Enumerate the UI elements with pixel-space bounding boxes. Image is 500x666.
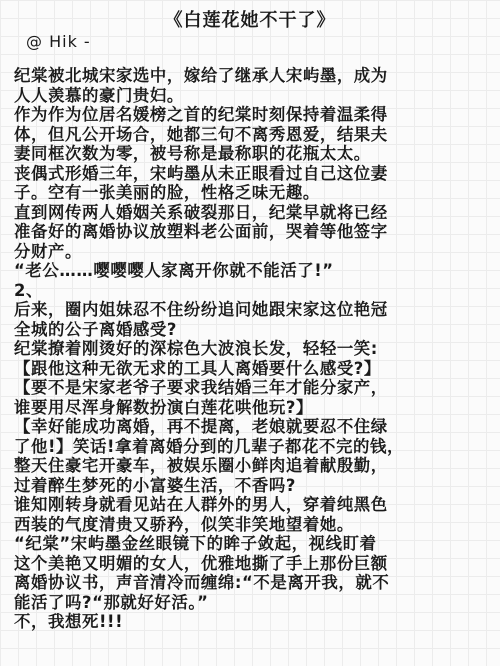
text-line: 西装的气度清贵又骄矜，似笑非笑地望着她。 [14,514,354,534]
page-title: 《白莲花她不干了》 [164,10,336,31]
text-line: 全城的公子离婚感受? [14,319,178,339]
text-line: 后来，圈内姐妹忍不住纷纷追问她跟宋家这位艳冠 [14,300,388,319]
text-line: 谁要用尽浑身解数扮演白莲花哄他玩?】 [14,397,313,417]
text-line: 子。空有一张美丽的脸，性格乏味无趣。 [14,183,320,202]
text-line: 【幸好能成功离婚，再不提离，老娘就要忍不住绿 [14,417,388,436]
text-line: 直到网传两人婚姻关系破裂那日，纪棠早就将已经 [14,202,388,222]
text-line: 纪棠撩着刚烫好的深棕色大波浪长发，轻轻一笑: [14,339,378,358]
text-line: 体，但凡公开场合，她都三句不离秀恩爱，结果夫 [14,124,388,144]
text-line: 过着醉生梦死的小富婆生活，不香吗? [14,475,296,495]
body-text [14,66,490,632]
text-line: 妻同框次数为零，被号称是最称职的花瓶太太。 [14,144,371,163]
text-line: “纪棠”宋屿墨金丝眼镜下的眸子敛起，视线盯着 [14,534,377,553]
text-line: 【要不是宋家老爷子要求我结婚三年才能分家产， [14,378,388,397]
text-line: 能活了吗?“那就好好活。” [14,592,209,612]
text-line: 离婚协议书，声音清冷而缠绵:“不是离开我，就不 [14,573,390,592]
text-line: 作为作为位居名媛榜之首的纪棠时刻保持着温柔得 [14,105,388,124]
text-line: 整天住豪宅开豪车，被娱乐圈小鲜肉追着献殷勤， [14,456,388,475]
text-line: 丧偶式形婚三年，宋屿墨从未正眼看过自己这位妻 [14,163,388,183]
text-line: 纪棠被北城宋家选中，嫁给了继承人宋屿墨，成为 [14,66,388,85]
text-line: 人人羡慕的豪门贵妇。 [14,85,184,105]
text-line: 这个美艳又明媚的女人，优雅地撕了手上那份巨额 [14,553,388,573]
text-line: “老公……嘤嘤嘤人家离开你就不能活了!” [14,261,334,280]
text-line: 分财产。 [14,241,82,261]
text-line: 准备好的离婚协议放塑料老公面前，哭着等他签字 [14,222,388,241]
author-handle: @ Hik - [26,32,91,51]
text-line: 不，我想死!!! [14,612,124,631]
text-line: 【跟他这种无欲无求的工具人离婚要什么感受?】 [14,358,381,378]
text-line: 2、 [14,280,43,300]
text-line: 了他!】笑话!拿着离婚分到的几辈子都花不完的钱， [14,436,404,456]
text-line: 谁知刚转身就看见站在人群外的男人，穿着纯黑色 [14,495,388,514]
